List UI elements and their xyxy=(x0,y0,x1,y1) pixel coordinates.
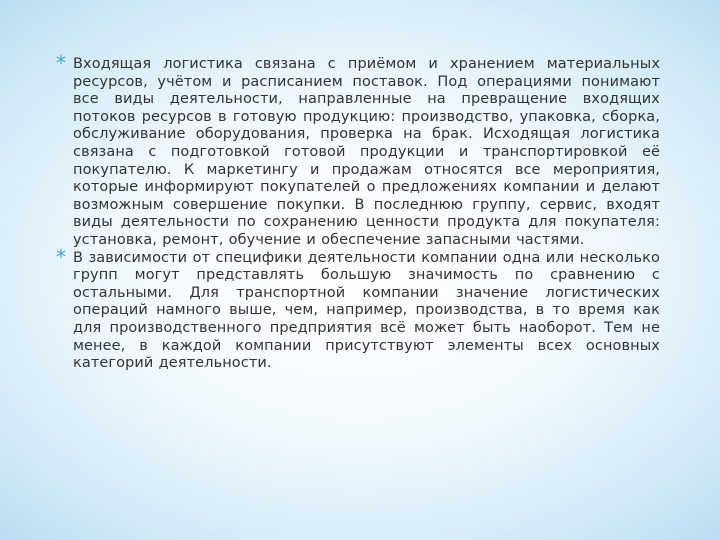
bullet-star-icon: * xyxy=(56,51,66,75)
bullet-item-1 xyxy=(56,51,660,250)
paragraph-group-significance: В зависимости от специфики деятельности компании одна или несколько групп могут представлять большую значимость по сравнению с остальными. Для транспортной компании значение логистических операций намного выше, чем, например, производства, в то время как для производственного предприятия всё может быть наоборот. Тем не менее, в каждой компании присутствуют элементы всех основных категорий деятельности. xyxy=(73,249,660,372)
bullet-item-2 xyxy=(56,244,660,373)
bullet-star-icon: * xyxy=(56,244,66,269)
bullet-list xyxy=(56,51,660,373)
paragraph-inbound-logistics: Входящая логистика связана с приёмом и хранением материальных ресурсов, учётом и расписанием поставок. Под операциями понимают все виды деятельности, направленные на превращение входящих потоков ресурсов в готовую продукцию: производство, упаковка, сборка, обслуживание оборудования, проверка на брак. Исходящая логистика связана с подготовкой готовой продукции и транспортировкой её покупателю. К маркетингу и продажам относятся все мероприятия, которые информируют покупателей о предложениях компании и делают возможным совершение покупки. В последнюю группу, сервис, входят виды деятельности по сохранению ценности продукта для покупателя: установка, ремонт, обучение и обеспечение запасными частями. xyxy=(73,56,660,248)
